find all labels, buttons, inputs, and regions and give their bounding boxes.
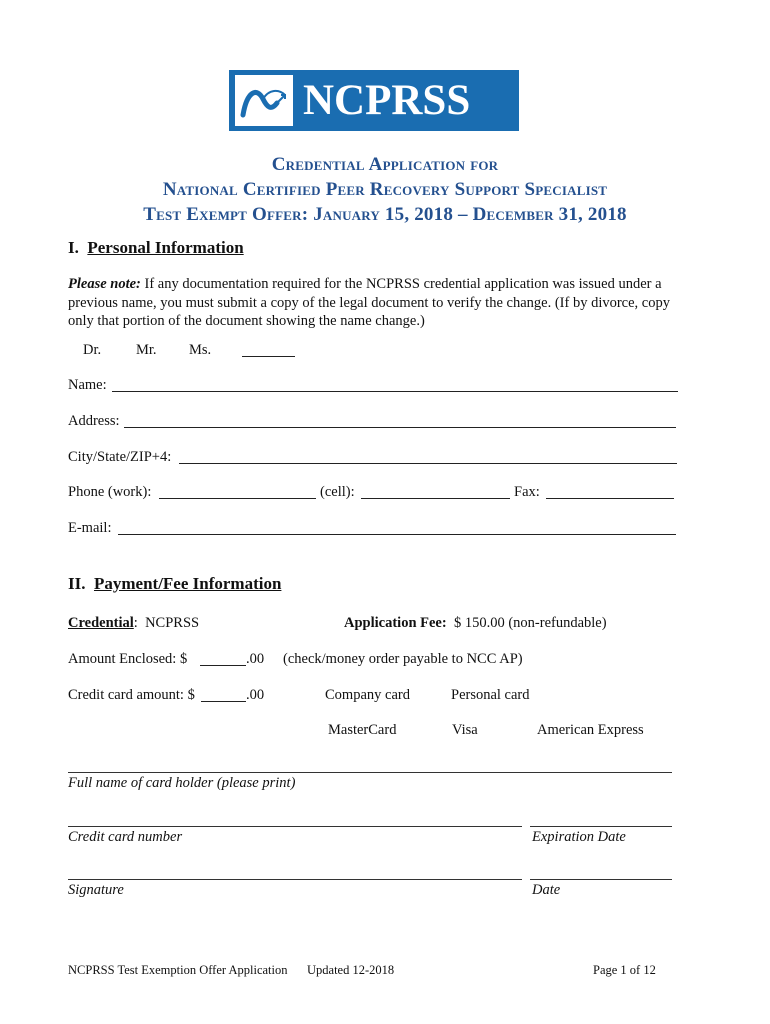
personal-card-option[interactable]: Personal card <box>451 687 530 703</box>
phone-work-field[interactable] <box>159 485 316 499</box>
credit-amount-label: Credit card amount: $ <box>68 687 195 703</box>
date-caption: Date <box>532 882 561 898</box>
form-title-line3: Test Exempt Offer: January 15, 2018 – December 31, 2018 <box>143 204 627 225</box>
salutation-mr[interactable]: Mr. <box>136 342 157 358</box>
fee-row <box>344 615 607 632</box>
cardholder-caption: Full name of card holder (please print) <box>68 775 296 791</box>
american-express-option[interactable]: American Express <box>537 722 644 738</box>
city-state-zip-field[interactable] <box>179 450 677 464</box>
salutation-ms[interactable]: Ms. <box>189 342 212 358</box>
ncprss-logo <box>229 70 519 131</box>
footer-doc-name: NCPRSS Test Exemption Offer Application <box>68 963 288 977</box>
wave-logo-icon <box>235 75 293 126</box>
credit-amount-field[interactable] <box>201 688 246 702</box>
name-field[interactable] <box>112 378 678 392</box>
expiration-caption: Expiration Date <box>532 829 626 845</box>
signature-caption: Signature <box>68 882 124 898</box>
amount-enclosed-cents: .00 <box>246 651 265 667</box>
credential-row: Credential: NCPRSS <box>68 615 200 631</box>
address-label: Address: <box>68 413 120 429</box>
note-label: Please note: <box>68 276 141 292</box>
visa-option[interactable]: Visa <box>452 722 478 738</box>
section-personal-heading <box>68 238 244 258</box>
fax-label: Fax: <box>514 484 540 500</box>
phone-cell-field[interactable] <box>361 485 510 499</box>
address-field[interactable] <box>124 414 676 428</box>
credential-value: NCPRSS <box>145 615 200 631</box>
mastercard-option[interactable]: MasterCard <box>328 722 397 738</box>
expiration-date-field[interactable] <box>530 826 672 827</box>
footer-page-number: Page 1 of 12 <box>593 963 656 977</box>
section-title: Payment/Fee Information <box>93 574 282 593</box>
note-text: If any documentation required for the NCPRSS credential application was issued under a previous name, you must submit a copy of the legal document to verify the change. (If by divorce, copy only that portion of the document showing the name change.) <box>68 276 670 329</box>
phone-work-label: Phone (work): <box>68 484 152 500</box>
salutation-other-field[interactable] <box>242 343 295 357</box>
name-change-note <box>68 275 688 331</box>
credit-amount-cents: .00 <box>246 687 265 703</box>
cardholder-name-field[interactable] <box>68 772 672 773</box>
phone-cell-label: (cell): <box>320 484 355 500</box>
fax-field[interactable] <box>546 485 674 499</box>
footer-updated: Updated 12-2018 <box>307 963 395 977</box>
fee-value: $ 150.00 (non-refundable) <box>453 615 607 631</box>
email-field[interactable] <box>118 521 676 535</box>
fee-label: Application Fee: <box>344 615 447 631</box>
salutation-dr[interactable]: Dr. <box>83 342 102 358</box>
city-state-zip-label: City/State/ZIP+4: <box>68 449 172 465</box>
name-label: Name: <box>68 377 107 393</box>
company-card-option[interactable]: Company card <box>325 687 410 703</box>
form-title-line2: National Certified Peer Recovery Support Specialist <box>162 179 608 200</box>
card-number-field[interactable] <box>68 826 522 827</box>
section-payment-heading <box>68 574 281 594</box>
form-title-line1: Credential Application for <box>271 154 499 175</box>
section-number: I. <box>68 238 79 257</box>
date-field[interactable] <box>530 879 672 880</box>
credential-label: Credential <box>68 615 134 631</box>
amount-enclosed-label: Amount Enclosed: $ <box>68 651 188 667</box>
amount-enclosed-field[interactable] <box>200 652 246 666</box>
signature-field[interactable] <box>68 879 522 880</box>
section-title: Personal Information <box>87 238 244 257</box>
email-label: E-mail: <box>68 520 112 536</box>
card-number-caption: Credit card number <box>68 829 183 845</box>
payable-note: (check/money order payable to NCC AP) <box>283 651 523 667</box>
section-number: II. <box>68 574 86 593</box>
logo-wordmark: NCPRSS <box>303 77 471 124</box>
